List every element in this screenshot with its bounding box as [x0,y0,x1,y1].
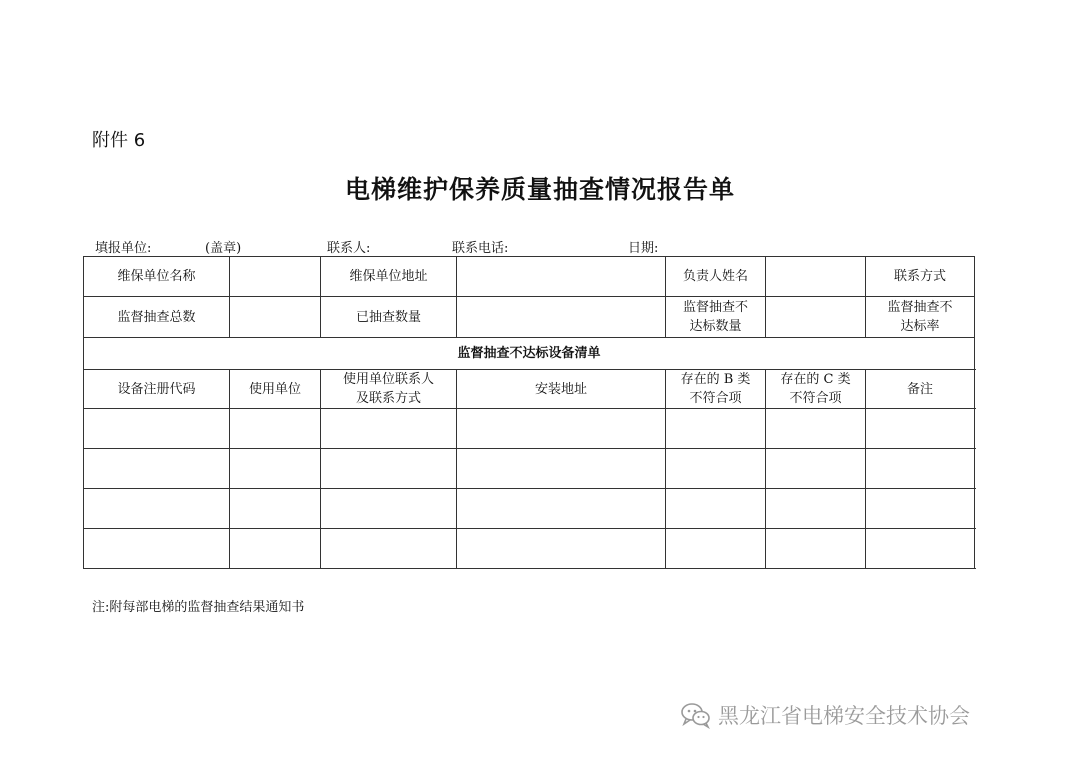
table-cell [766,409,866,449]
attachment-label: 附件 6 [92,130,146,151]
table-cell [230,529,321,569]
column-header-class-c-issues: 存在的 C 类 不符合项 [766,370,866,409]
report-table [83,256,975,569]
table-cell [457,257,666,297]
table-cell [766,257,866,297]
section-title: 监督抽查不达标设备清单 [84,338,975,370]
table-cell [666,489,766,529]
footnote: 注:附每部电梯的监督抽查结果通知书 [92,600,305,615]
column-header-class-b-issues: 存在的 B 类 不符合项 [666,370,766,409]
table-cell [766,297,866,338]
table-cell [230,409,321,449]
column-header-user-contact: 使用单位联系人 及联系方式 [321,370,457,409]
total-inspections-label: 监督抽查总数 [84,297,230,338]
table-row [84,489,975,529]
document-title: 电梯维护保养质量抽查情况报告单 [344,175,735,204]
table-cell [866,449,975,489]
seal-label: (盖章) [205,241,242,256]
maintenance-unit-address-label: 维保单位地址 [321,257,457,297]
table-cell [84,449,230,489]
table-cell [321,449,457,489]
table-cell [457,489,666,529]
table-row [84,529,975,569]
column-header-remarks: 备注 [866,370,975,409]
table-cell [766,449,866,489]
contact-method-label: 联系方式 [866,257,975,297]
table-cell [230,449,321,489]
table-cell [866,409,975,449]
table-cell [457,409,666,449]
column-header-registration-code: 设备注册代码 [84,370,230,409]
person-in-charge-label: 负责人姓名 [666,257,766,297]
watermark-text: 黑龙江省电梯安全技术协会 [718,704,970,728]
table-row [84,257,975,297]
watermark [680,700,970,730]
table-cell [230,257,321,297]
table-cell [457,449,666,489]
column-header-user-unit: 使用单位 [230,370,321,409]
contact-label: 联系人: [327,241,371,256]
wechat-icon [680,701,712,729]
table-row [84,409,975,449]
table-cell [457,529,666,569]
table-cell [666,409,766,449]
table-cell [84,529,230,569]
table-cell [321,489,457,529]
table-row [84,338,975,370]
phone-label: 联系电话: [452,241,509,256]
table-cell [866,529,975,569]
table-cell [666,449,766,489]
noncompliant-rate-label: 监督抽查不 达标率 [866,297,975,338]
table-cell [766,529,866,569]
table-row [84,449,975,489]
table-header-row [84,370,975,409]
table-cell [457,297,666,338]
table-cell [666,529,766,569]
table-cell [766,489,866,529]
date-label: 日期: [628,241,659,256]
table-cell [84,409,230,449]
table-cell [230,489,321,529]
filing-unit-label: 填报单位: [95,241,152,256]
table-cell [321,529,457,569]
table-cell [866,489,975,529]
table-cell [321,409,457,449]
column-header-install-address: 安装地址 [457,370,666,409]
noncompliant-count-label: 监督抽查不 达标数量 [666,297,766,338]
inspected-count-label: 已抽查数量 [321,297,457,338]
maintenance-unit-name-label: 维保单位名称 [84,257,230,297]
table-cell [230,297,321,338]
table-cell [84,489,230,529]
table-row [84,297,975,338]
